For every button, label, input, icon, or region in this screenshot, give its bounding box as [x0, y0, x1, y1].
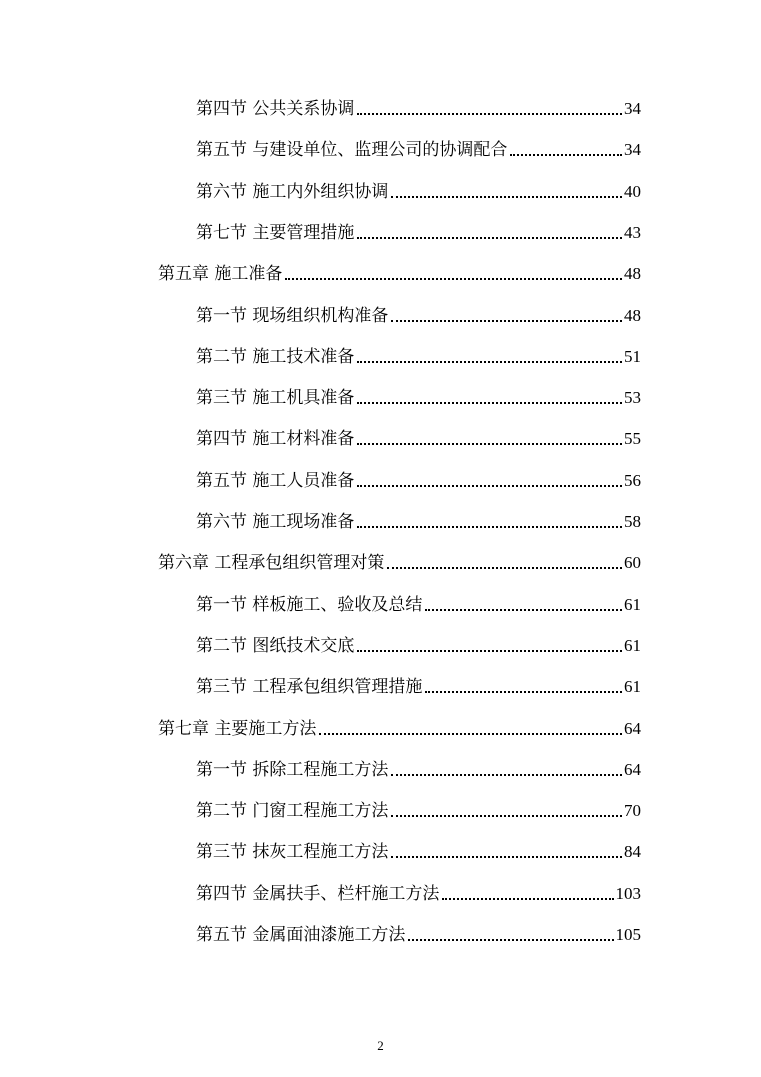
toc-leader-dots: [357, 237, 622, 239]
toc-entry-title: 第一节 样板施工、验收及总结: [196, 594, 423, 615]
toc-entry-page: 48: [624, 305, 641, 325]
toc-entry-page: 56: [624, 470, 641, 490]
toc-chapter-entry[interactable]: [158, 544, 641, 574]
toc-leader-dots: [425, 609, 622, 611]
toc-entry-page: 103: [615, 883, 641, 903]
toc-entry[interactable]: [196, 90, 641, 120]
toc-entry[interactable]: [196, 503, 641, 533]
toc-entry[interactable]: [196, 792, 641, 822]
toc-leader-dots: [391, 815, 622, 817]
toc-entry-title: 第七章 主要施工方法: [158, 718, 317, 739]
toc-entry-page: 70: [624, 801, 641, 821]
toc-entry[interactable]: [196, 875, 641, 905]
toc-entry-title: 第四节 公共关系协调: [196, 99, 355, 119]
toc-leader-dots: [391, 774, 622, 776]
toc-entry-title: 第五节 金属面油漆施工方法: [196, 925, 406, 945]
toc-entry-title: 第四节 金属扶手、栏杆施工方法: [196, 883, 440, 904]
toc-entry-title: 第二节 门窗工程施工方法: [196, 801, 389, 822]
toc-leader-dots: [357, 361, 622, 363]
toc-entry[interactable]: [196, 131, 641, 161]
toc-entry-page: 34: [624, 99, 641, 118]
toc-entry-page: 40: [624, 181, 641, 201]
toc-leader-dots: [357, 650, 622, 652]
toc-leader-dots: [387, 567, 622, 569]
toc-leader-dots: [357, 485, 622, 487]
toc-entry-title: 第一节 拆除工程施工方法: [196, 759, 389, 780]
toc-entry[interactable]: [196, 668, 641, 698]
toc-entry[interactable]: [196, 627, 641, 657]
toc-entry[interactable]: [196, 379, 641, 409]
toc-leader-dots: [391, 856, 622, 858]
toc-entry[interactable]: [196, 338, 641, 368]
toc-chapter-entry[interactable]: [158, 710, 641, 740]
toc-entry-page: 64: [624, 759, 641, 779]
toc-leader-dots: [510, 154, 622, 156]
toc-leader-dots: [442, 898, 613, 900]
toc-entry[interactable]: [196, 586, 641, 616]
toc-entry-title: 第七节 主要管理措施: [196, 222, 355, 243]
page-number: 2: [377, 1038, 384, 1053]
toc-entry[interactable]: [196, 297, 641, 327]
toc-entry-page: 64: [624, 718, 641, 738]
toc-entry[interactable]: [196, 916, 641, 946]
toc-leader-dots: [425, 691, 622, 693]
toc-entry-title: 第二节 施工技术准备: [196, 346, 355, 367]
toc-entry-page: 61: [624, 594, 641, 614]
toc-leader-dots: [357, 402, 622, 404]
toc-entry-title: 第五章 施工准备: [158, 264, 283, 285]
toc-entry-title: 第四节 施工材料准备: [196, 429, 355, 450]
toc-entry[interactable]: [196, 462, 641, 492]
toc-chapter-entry[interactable]: [158, 255, 641, 285]
toc-entry-page: 48: [624, 264, 641, 284]
toc-leader-dots: [391, 320, 622, 322]
toc-entry-page: 84: [624, 842, 641, 862]
toc-entry-page: 34: [624, 140, 641, 160]
toc-entry-title: 第三节 抹灰工程施工方法: [196, 842, 389, 863]
toc-entry[interactable]: [196, 833, 641, 863]
toc-leader-dots: [285, 278, 622, 280]
toc-entry-title: 第六章 工程承包组织管理对策: [158, 553, 385, 574]
toc-entry-title: 第三节 施工机具准备: [196, 388, 355, 409]
toc-entry-title: 第一节 现场组织机构准备: [196, 305, 389, 326]
toc-leader-dots: [319, 733, 622, 735]
toc-leader-dots: [357, 443, 622, 445]
toc-entry-page: 58: [624, 512, 641, 531]
toc-entry-page: 60: [624, 553, 641, 573]
toc-entry-page: 53: [624, 388, 641, 408]
toc-entry-title: 第五节 施工人员准备: [196, 470, 355, 491]
toc-leader-dots: [357, 526, 622, 528]
toc-entry[interactable]: [196, 420, 641, 450]
toc-entry-title: 第六节 施工内外组织协调: [196, 181, 389, 202]
toc-entry-title: 第二节 图纸技术交底: [196, 635, 355, 656]
toc-entry-title: 第三节 工程承包组织管理措施: [196, 677, 423, 698]
toc-entry[interactable]: [196, 214, 641, 244]
toc-entry-page: 43: [624, 222, 641, 242]
toc-entry-page: 55: [624, 429, 641, 449]
toc-entry-page: 105: [615, 925, 641, 944]
toc-entry-page: 51: [624, 346, 641, 366]
toc-entry[interactable]: [196, 173, 641, 203]
toc-leader-dots: [357, 113, 622, 115]
toc-entry[interactable]: [196, 751, 641, 781]
toc-entry-page: 61: [624, 677, 641, 697]
toc-entry-title: 第五节 与建设单位、监理公司的协调配合: [196, 140, 508, 161]
toc-leader-dots: [391, 196, 622, 198]
toc-entry-title: 第六节 施工现场准备: [196, 512, 355, 532]
toc-entry-page: 61: [624, 635, 641, 655]
toc-leader-dots: [408, 939, 613, 941]
